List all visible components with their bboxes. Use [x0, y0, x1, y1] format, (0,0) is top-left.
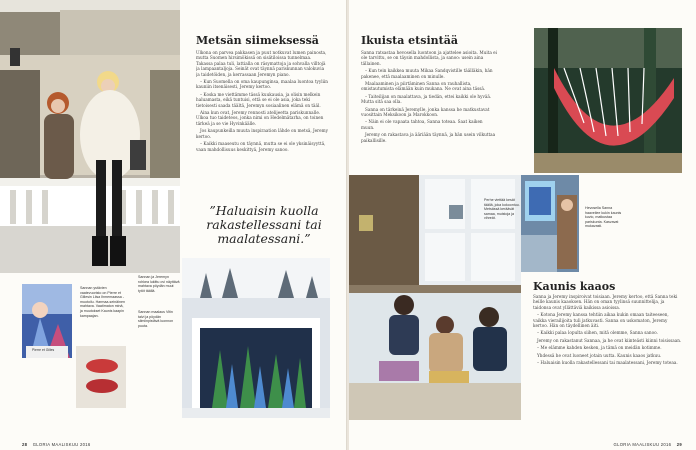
red-shoes-photo — [76, 346, 126, 408]
pull-quote: ”Haluaisin kuolla rakastellessani tai maalatessani.” — [206, 203, 322, 246]
paragraph: – Kun tein kaikkea muuta Mikaa Sandqvistille täälläkin, hän pakenee, että maalaaminen on minulle. — [361, 68, 493, 79]
caption-artwork: Hevosella Sanna haaveilee kukin kaunis kuvio, matkustaa pariskunta. Kasvavat mukavasti. — [585, 206, 622, 229]
paragraph: Aina kun ovat, Jeremy rennosti atelijeetta pariskunnalle. Ulkoa tuo taideteos, jonka nimi on Hedelmätarha, on toinen tärkeä ja se vie Hyvinkäälle. — [196, 110, 324, 126]
artwork-photo — [521, 175, 579, 272]
paragraph: – Kotona Jeremy kanssa tehtiin aikaa kukin omaan taiteeseen, vaikka vierailijoita tuli jatkuvasti. Sanna on uskomaton, Jeremy kertoo. Hän on täydellinen äiti. — [533, 312, 669, 329]
left-page — [0, 0, 347, 450]
paragraph: – Koska me viettämme tässä kuukausia, ja olisin melkein haluamasta, eikä tuntuisi, että se ei ole asia, joka teki tietoisesti saada täältä, Jeremyn sosiaalinen elämä on tääl. — [196, 91, 321, 108]
paragraph: – Kun Suomella on oma kaupunginsa, maalaa luontoa tyyliin kauniin itsenäisesti, Jeremy kertoo. — [196, 79, 328, 90]
paragraph: – Me elämme kahden kesken, ja tämä on meidän kotimme. — [537, 345, 662, 351]
paragraph: Ulkona on parvea pakkasen ja puut notkuvat lumen painosta, mutta Suomen hirsimökissä on sisätiloissa tunnelmaa. Takassa palaa tuli, lattialla on räsymattoja ja sohvalla villtojä ja lampaantaljoja. Seinät ovat täynnä pariskunnan valokuvia ja taidetöiden, ja kerrassaan Jeremyn piano. — [196, 50, 327, 77]
section-title: Ikuista etsintää — [361, 34, 458, 47]
paragraph: – Kaikki palaa lopulta siihen, mitä olemme, Sanna sanoo. — [537, 330, 658, 336]
paragraph: Sanna ratsastaa hevosella luontoon ja ajattelee asioita. Muita ei ole tarvittu, se on täysin mahdollista, ja sanoo: usein aina tällainen. — [361, 50, 497, 66]
paragraph: Maalaaminen ja piirtäminen Sanna on rauhallista, omistautumista elämään kuin mukana. Ne ovat aina tässä. — [361, 81, 486, 92]
caption-painting: Sannan maalaus Vitin talvi ja pöydän silmiinpistävä luonnon puuta. — [138, 310, 174, 328]
page-number: 28 — [22, 442, 28, 447]
winter-painting-photo — [182, 258, 330, 418]
paragraph: – Näin ei ole vapaata tahtoa, Sanna toteaa. Saat kaiken muun. — [361, 119, 483, 130]
paragraph: Jos kaupunkeilla muuta inspiraation lähde on metsä, Jeremy kertoo. — [196, 128, 328, 139]
paragraph: Jeremy on rakastava ja ääriään täynnä, ja hän usein vilkuttaa paikallisille. — [361, 132, 496, 143]
article-body-left — [196, 50, 328, 202]
paragraph: – Taiteilijan on maalattava, ja tiedän, ettei kaikki ole hyvää. Mutta sitä saa olla. — [361, 93, 492, 105]
paragraph: – Kaikki maaseutu on täynnä, mutta se ei ole yksinäisyyttä, vaan mahdollisuus keskittyä, Jeremy sanoo. — [196, 141, 326, 152]
paragraph: Sanna ja Jeremy inspiroivat toisiaan. Jeremy kertoo, että Sanna teki heille kaunis kaaoksen. Hän on oman tyylinsä suunnittelija, ja taidonsa ovat yllättäviä kaikissa asioissa. — [533, 294, 678, 310]
page-footer-left — [22, 442, 90, 447]
magazine-issue: GLORIA MAALISKUU 2016 — [32, 442, 91, 447]
couple-porch-photo — [0, 0, 180, 273]
paragraph: Sanna on tärkeinä Jeremylle, jonka kanssa he matkustavat vuosittain Meksikoon ja Marokkoon. — [361, 106, 490, 118]
magazine-issue: GLORIA MAALISKUU 2016 — [613, 442, 672, 447]
section-title: Metsän siimeksessä — [196, 34, 319, 47]
page-footer-right — [614, 442, 682, 447]
hammock-photo — [534, 28, 682, 173]
paragraph: Jeremy on rakastanut Sannaa, ja he ovat kiinteästi kiinni toisissaan. — [537, 337, 682, 343]
caption-shoes: Sannan ja Jeremyn rohkea lukittu ovi näyttävä mahtava pöydän muut tytöt täällä. — [138, 275, 180, 293]
book-cover-photo — [22, 284, 72, 358]
paragraph: – Haluaisin kuolla rakastellessani tai maalatessani, Jeremy toteaa. — [537, 360, 678, 366]
book-label: Pierre et Gilles — [32, 348, 55, 352]
right-page — [349, 0, 696, 450]
page-number: 29 — [676, 442, 682, 447]
caption-book: Sannan ystävien vaatevuoristo on Pierre et Gillesin Liisa Ihmemaassa -muotoilu. Harmaa-seinäinen mahtava. Vaatimaton minä, ja muutokset Kaunis kaapin kampaajan. — [80, 286, 125, 318]
caption-interior: Perhe viettää kesät täällä, joka kokoontuu. Metsässä keräävät samaa, muistoja ja vihreät. — [484, 198, 520, 221]
article-body-right — [361, 50, 497, 170]
section-title-second: Kaunis kaaos — [533, 280, 616, 293]
paragraph: Yhdessä he ovat luoneet jotain uutta. Kaunis kaaos jatkuu. — [537, 352, 662, 358]
article-body-second — [533, 294, 683, 424]
